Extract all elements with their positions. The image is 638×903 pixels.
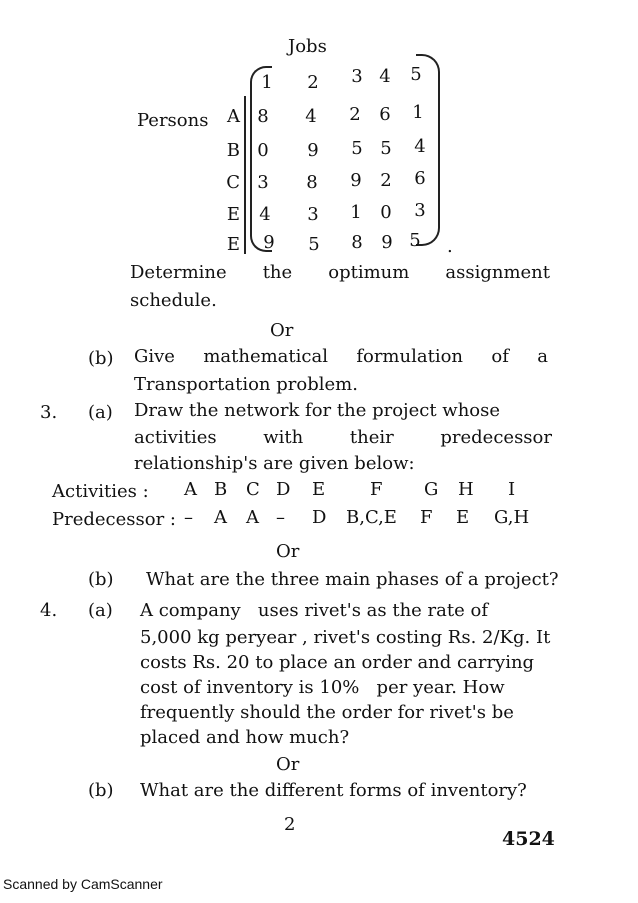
question-4b-text: What are the different forms of inventory? [140,780,527,801]
activity-cell: H [458,479,474,500]
matrix-cell: 4 [414,136,426,157]
activity-cell: A [184,479,197,500]
or-separator: Or [270,320,294,341]
predecessor-cell: – [276,507,285,528]
question-2a-text [130,262,550,283]
matrix-cell: 6 [379,104,391,125]
paper-code: 4524 [502,828,555,850]
matrix-cell: 4 [259,204,271,225]
matrix-cell: 8 [306,172,318,193]
question-4a-label: (a) [88,600,113,621]
predecessor-cell: G,H [494,507,530,528]
row-label: C [226,172,240,193]
matrix-cell: 1 [350,202,362,223]
predecessor-cell: B,C,E [346,507,397,528]
or-separator: Or [276,541,300,562]
matrix-cell: 2 [349,104,361,125]
activity-cell: C [246,479,260,500]
matrix-cell: 8 [257,106,269,127]
question-2b-line2: Transportation problem. [134,374,358,395]
question-3b-text: What are the three main phases of a project? [146,569,559,590]
matrix-cell: 6 [414,168,426,189]
persons-label: Persons [137,110,209,131]
matrix-cell: 1 [412,102,424,123]
q2b-word: formulation [356,346,464,367]
matrix-cell: 3 [414,200,426,221]
q2b-word: mathematical [203,346,328,367]
predecessor-cell: D [312,507,327,528]
question-4-number: 4. [40,600,58,621]
row-label: B [226,140,240,161]
predecessor-label: Predecessor : [52,509,176,530]
q2b-word: Give [134,346,175,367]
matrix-cell: 5 [380,138,392,159]
question-3a-line2 [134,427,552,448]
job-header: 4 [379,66,391,87]
activity-cell: I [508,479,516,500]
matrix-cell: 0 [380,202,392,223]
matrix-cell: 5 [409,230,421,251]
question-4a-line: cost of inventory is 10% per year. How [140,677,505,698]
matrix-cell: 9 [263,232,275,253]
predecessor-cell: A [214,507,227,528]
row-label: A [227,106,240,127]
job-header: 3 [351,66,363,87]
activity-cell: B [214,479,228,500]
q3a-word: their [349,427,394,448]
question-2b-label: (b) [88,348,114,369]
page-number: 2 [284,814,296,835]
activity-cell: D [276,479,291,500]
matrix-end-dot: . [447,236,453,257]
activity-cell: G [424,479,439,500]
question-2a-line2: schedule. [130,290,217,311]
predecessor-cell: – [184,507,193,528]
predecessor-cell: E [456,507,470,528]
matrix-cell: 4 [305,106,317,127]
matrix-cell: 2 [380,170,392,191]
q2a-word: optimum [328,262,410,283]
question-4a-line: placed and how much? [140,727,350,748]
row-label: E [226,234,240,255]
question-2b-text [134,346,548,367]
matrix-cell: 5 [351,138,363,159]
or-separator: Or [276,754,300,775]
activity-cell: E [312,479,326,500]
job-header: 1 [261,72,273,93]
q2a-word: assignment [445,262,550,283]
question-3a-label: (a) [88,402,113,423]
matrix-cell: 5 [308,234,320,255]
q3a-word: predecessor [440,427,552,448]
matrix-cell: 8 [351,232,363,253]
assignment-matrix [222,62,452,255]
question-3-number: 3. [40,402,58,423]
question-4a-line: 5,000 kg peryear , rivet's costing Rs. 2/Kg. It [140,627,551,648]
q3a-word: with [263,427,304,448]
matrix-cell: 0 [257,140,269,161]
question-3a-line3: relationship's are given below: [134,453,415,474]
job-header: 2 [307,72,319,93]
activity-cell: F [370,479,383,500]
activities-label: Activities : [52,481,149,502]
matrix-cell: 9 [381,232,393,253]
q2a-word: the [262,262,293,283]
predecessor-cell: A [246,507,259,528]
question-4a-line: frequently should the order for rivet's be [140,702,514,723]
question-3b-label: (b) [88,569,114,590]
question-4b-label: (b) [88,780,114,801]
predecessor-cell: F [420,507,433,528]
question-4a-line: A company uses rivet's as the rate of [140,600,488,621]
q2b-word: a [537,346,548,367]
jobs-label: Jobs [288,36,327,57]
q2b-word: of [491,346,509,367]
question-3a-line1: Draw the network for the project whose [134,400,501,421]
question-4a-line: costs Rs. 20 to place an order and carrying [140,652,535,673]
q2a-word: Determine [130,262,227,283]
matrix-cell: 3 [257,172,269,193]
row-label: E [226,204,240,225]
job-header: 5 [410,64,422,85]
q3a-word: activities [134,427,217,448]
matrix-cell: 9 [350,170,362,191]
matrix-cell: 9 [307,140,319,161]
scanner-watermark: Scanned by CamScanner [3,876,163,892]
matrix-cell: 3 [307,204,319,225]
